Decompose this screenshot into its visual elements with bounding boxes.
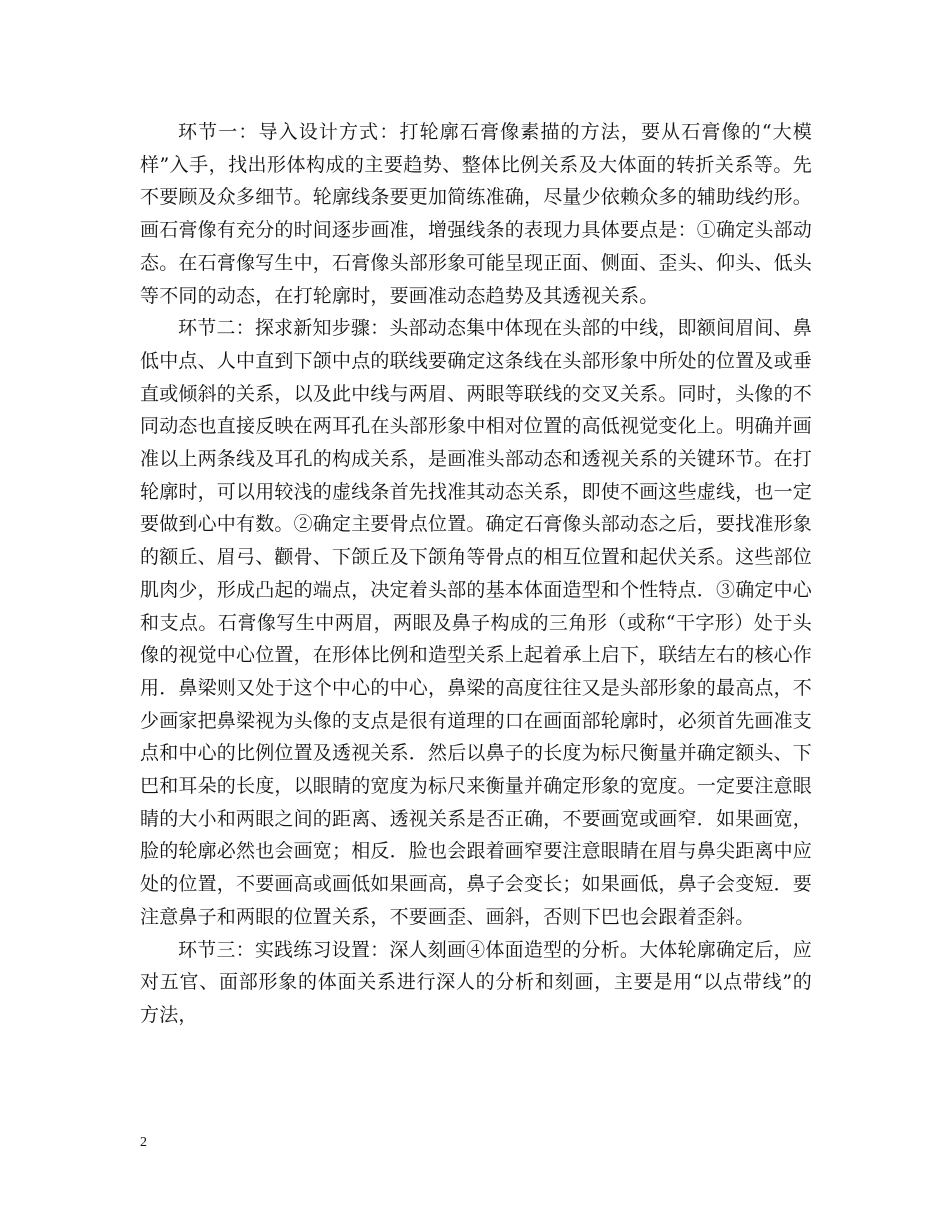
page-number: 2 [140, 1135, 147, 1150]
paragraph-step-two: 环节二：探求新知步骤：头部动态集中体现在头部的中线，即额间眉间、鼻低中点、人中直到下颌中点的联线要确定这条线在头部形象中所处的位置及或垂直或倾斜的关系，以及此中线与两眉、两眼等联线的交叉关系。同时，头像的不同动态也直接反映在两耳孔在头部形象中相对位置的高低视觉变化上。明确并画准以上两条线及耳孔的构成关系，是画准头部动态和透视关系的关键环节。在打轮廓时，可以用较浅的虚线条首先找准其动态关系，即使不画这些虚线，也一定要做到心中有数。②确定主要骨点位置。确定石膏像头部动态之后，要找准形象的额丘、眉弓、颧骨、下颌丘及下颌角等骨点的相互位置和起伏关系。这些部位肌肉少，形成凸起的端点，决定着头部的基本体面造型和个性特点．③确定中心和支点。石膏像写生中两眉，两眼及鼻子构成的三角形（或称“干字形）处于头像的视觉中心位置，在形体比例和造型关系上起着承上启下，联结左右的核心作用．鼻梁则又处于这个中心的中心，鼻梁的高度往往又是头部形象的最高点，不少画家把鼻梁视为头像的支点是很有道理的口在画面部轮廓时，必须首先画准支点和中心的比例位置及透视关系．然后以鼻子的长度为标尺衡量并确定额头、下巴和耳朵的长度，以眼睛的宽度为标尺来衡量并确定形象的宽度。一定要注意眼睛的大小和两眼之间的距离、透视关系是否正确，不要画宽或画窄．如果画宽，脸的轮廓必然也会画宽；相反．脸也会跟着画窄要注意眼睛在眉与鼻尖距离中应处的位置，不要画高或画低如果画高，鼻子会变长；如果画低，鼻子会变短．要注意鼻子和两眼的位置关系，不要画歪、画斜，否则下巴也会跟着歪斜。 [140, 317, 813, 928]
paragraph-step-one: 环节一：导入设计方式：打轮廓石膏像素描的方法，要从石膏像的“大模样”入手，找出形体构成的主要趋势、整体比例关系及大体面的转折关系等。先不要顾及众多细节。轮廓线条要更加简练准确，尽量少依赖众多的辅助线约形。画石膏像有充分的时间逐步画准，增强线条的表现力具体要点是：①确定头部动态。在石膏像写生中，石膏像头部形象可能呈现正面、侧面、歪头、仰头、低头等不同的动态，在打轮廓时，要画准动态趋势及其透视关系。 [140, 121, 813, 307]
paragraph-step-three: 环节三：实践练习设置：深人刻画④体面造型的分析。大体轮廓确定后，应对五官、面部形象的体面关系进行深人的分析和刻画，主要是用“以点带线”的方法， [140, 938, 812, 1026]
document-body [140, 116, 812, 1032]
